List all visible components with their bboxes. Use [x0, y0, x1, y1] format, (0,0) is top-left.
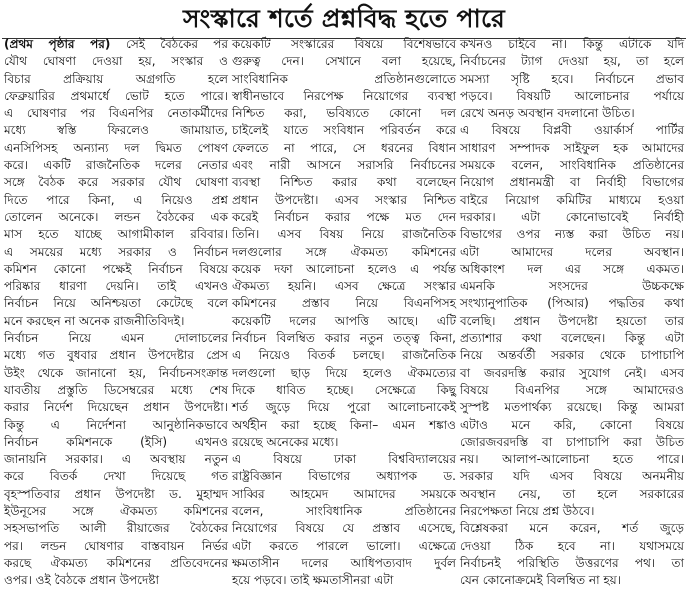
article-line: ক্ষমতাসীন দলের আধিপত্যবাদ দুর্বল — [232, 555, 456, 570]
article-line: নিশ্চিত করা, ভবিষ্যতে কোনো দল — [232, 106, 456, 121]
article-line: এবং নারী আসনে সরাসরি নির্বাচনের — [232, 158, 456, 173]
article-line: মাস হতে যাচ্ছে আগামীকাল রবিবার। — [4, 227, 228, 242]
article-line: সময়কে বলেন, সাংবিধানিক প্রতিষ্ঠানের — [460, 158, 684, 173]
article-line: কিন্তু এ নির্দেশনা আনুষ্ঠানিকভাবে — [4, 417, 228, 432]
article-line: মধ্যে স্বস্তি ফিরলেও জামায়াত, — [4, 123, 228, 138]
article-line: সঙ্গে বৈঠক করে সরকার যৌথ ঘোষণা — [4, 175, 228, 190]
article-line: জোরজবরদস্তি বা চাপাচাপি করা উচিত — [460, 434, 684, 449]
article-column-3 — [460, 36, 684, 588]
article-line: এটাও মনে করি, কোনো বিষয়ে — [460, 417, 684, 432]
article-line: নিয়োগ প্রধানমন্ত্রী বা নির্বাহী বিভাগের — [460, 175, 684, 190]
article-line: এ বিষয়ে ঢাকা বিশ্ববিদ্যালয়ের — [232, 452, 456, 467]
article-line: দলগুলো ছাড় দিয়ে হলেও ঐকমত্যের — [232, 365, 456, 380]
article-line: শর্ত জুড়ে দিয়ে পুরো আলোচনাকেই — [232, 400, 456, 415]
article-line: এ ঘোষণার পর বিএনপির নেতাকর্মীদের — [4, 106, 228, 121]
article-column-2 — [232, 36, 456, 588]
article-line: কমিশনের প্রস্তাব নিয়ে বিএনপিসহ — [232, 296, 456, 311]
article-line: বৃহস্পতিবার প্রধান উপদেষ্টা ড. মুহাম্মদ — [4, 486, 228, 501]
article-line: পড়বে। বিষয়টি আলোচনার পর্যায়ে — [460, 88, 684, 103]
article-line: কখনও চাইবে না। কিন্তু এটাকে যদি — [460, 37, 684, 51]
article-line: এমনকি সংসদের উচ্চকক্ষে — [460, 279, 684, 294]
article-line: তিনি। এসব বিষয় নিয়ে রাজনৈতিক — [232, 227, 456, 242]
article-line: দরকার। এটা কোনোভাবেই নির্বাহী — [460, 209, 684, 224]
article-line: অধিকাংশ দল এর সঙ্গে একমত। — [460, 261, 684, 276]
article-line: জানায়নি সরকার। এ অবস্থায় নতুন — [4, 452, 228, 467]
article-line: দিকে ধাবিত হচ্ছে। সেক্ষেত্রে কিছু — [232, 382, 456, 397]
article-line: দলগুলোর সঙ্গে ঐকমত্য কমিশনের — [232, 244, 456, 259]
article-line: পরিষ্কার ধারণা দেয়নি। তাই এখনও — [4, 279, 228, 294]
article-line: করার নির্দেশ দিয়েছেন প্রধান উপদেষ্টা। — [4, 400, 228, 415]
article-line: নির্বাচনই পরিস্থিতি উত্তরণের পথ। তা — [460, 555, 684, 570]
article-line: সাংবিধানিক প্রতিষ্ঠানগুলোতে — [232, 71, 456, 86]
article-line: এনসিপিসহ অন্যান্য দল দ্বিমত পোষণ — [4, 140, 228, 155]
article-line: বিশ্লেষকরা মনে করেন, শর্ত জুড়ে — [460, 521, 684, 536]
continuation-label: (প্রথম পৃষ্ঠার পর) — [4, 37, 126, 51]
article-line: সরকার যদি এসব বিষয়ে অনমনীয় — [460, 469, 684, 484]
article-line: নির্বাচন কমিশনকে (ইসি) এখনও — [4, 434, 228, 449]
article-line: (প্রথম পৃষ্ঠার পর) সেই বৈঠকের পর — [4, 37, 228, 51]
article-line: বিচার প্রক্রিয়ায় অগ্রগতি হলে — [4, 71, 228, 86]
article-line: করছে ঐকমত্য কমিশনের প্রতিবেদনের — [4, 555, 228, 570]
article-line: রাষ্ট্রবিজ্ঞান বিভাগের অধ্যাপক ড. — [232, 469, 456, 484]
article-line: নিরপেক্ষতা নিয়ে প্রশ্ন উঠবে। — [460, 504, 595, 519]
article-line: বলেছি। প্রধান উপদেষ্টা হয়তো তার — [460, 313, 684, 328]
article-line: নির্বাচন নিয়ে অনিশ্চয়তা কেটেছে বলে — [4, 296, 228, 311]
article-line: উইং থেকে জানানো হয়, নির্বাচনসংক্রান্ত — [4, 365, 228, 380]
article-line: করে। একটি রাজনৈতিক দলের নেতার — [4, 158, 228, 173]
article-line: চাইলেই যাতে সংবিধান পরিবর্তন করে — [232, 123, 456, 138]
article-line: তোলেন অনেকে। লন্ডন বৈঠকের এক — [4, 209, 228, 224]
article-line: যৌথ ঘোষণা দেওয়া হয়, সংস্কার ও — [4, 54, 228, 69]
article-line: বাইরে নিয়োগ কমিটির মাধ্যমে হওয়া — [460, 192, 684, 207]
article-line: দেওয়া ঠিক হবে না। যথাসময়ে — [460, 538, 684, 553]
article-line: ইউনূসের সঙ্গে ঐকমত্য কমিশনের — [4, 504, 228, 519]
article-line: যাবতীয় প্রস্তুতি ডিসেম্বরের মধ্যে শেষ — [4, 382, 228, 397]
article-line: বলেন, সাংবিধানিক প্রতিষ্ঠানের — [232, 504, 456, 519]
article-line: সমস্যা সৃষ্টি হবে। নির্বাচনে প্রভাব — [460, 71, 684, 86]
article-line: কয়েক দফা আলোচনা হলেও এ পর্যন্ত — [232, 261, 456, 276]
article-line: নির্বাচন নিয়ে এমন দোলাচলের — [4, 331, 228, 346]
article-line: কমিশন কোনো পক্ষেই নির্বাচন বিষয়ে — [4, 261, 228, 276]
article-line: অবস্থান নেয়, তা হলে সরকারের — [460, 486, 684, 501]
article-line: দিতে পারে কিনা, এ নিয়েও প্রশ্ন — [4, 192, 228, 207]
article-line: বিষয়ে বিএনপির সঙ্গে আমাদেরও — [460, 382, 684, 397]
article-line: প্রত্যাশার কথা বলেছেন। কিন্তু এটা — [460, 331, 684, 346]
article-line: সংখ্যানুপাতিক (পিআর) পদ্ধতির কথা — [460, 296, 684, 311]
article-line: ফেলতে না পারে, সে ধরনের বিধান — [232, 140, 456, 155]
headline: সংস্কারে শর্তে প্রশ্নবিদ্ধ হতে পারে — [183, 4, 505, 33]
article-line: করেই নির্বাচন করার পক্ষে মত দেন — [232, 209, 456, 224]
article-line: পর। লন্ডন ঘোষণার বাস্তবায়ন নির্ভর — [4, 538, 228, 553]
article-line: কয়েকটি দলের আপত্তি আছে। এটি — [232, 313, 456, 328]
article-line: মনে করছেন না অনেক রাজনীতিবিদই। — [4, 313, 185, 328]
article-line: প্রধান উপদেষ্টা। এসব সংস্কার নিশ্চিত — [232, 192, 456, 207]
article-line: বা জবরদস্তি করার সুযোগ নেই। এসব — [460, 365, 684, 380]
article-line: নিয়ে অন্তর্বর্তী সরকার থেকে চাপাচাপি — [460, 348, 684, 363]
article-line: ফেব্রুয়ারির প্রথমার্ধে ভোট হতে পারে। — [4, 88, 228, 103]
article-line: এটা করতে পারলে ভালো। এক্ষেত্রে — [232, 538, 456, 553]
article-line: ওপর। ওই বৈঠকে প্রধান উপদেষ্টা — [4, 573, 159, 588]
article-column-1 — [4, 36, 228, 588]
article-line: ব্যবস্থা নিশ্চিত করার কথা বলেছেন — [232, 175, 456, 190]
article-line: এ বিষয়ে বিপ্লবী ওয়ার্কার্স পার্টির — [460, 123, 684, 138]
article-line: রেখে অনড় অবস্থান বদলানো উচিত। — [460, 106, 635, 121]
article-line: নির্বাচনের ট্যাগ দেওয়া হয়, তা হলে — [460, 54, 684, 69]
article-line: সাব্বির আহমেদ আমাদের সময়কে — [232, 486, 456, 501]
article-line: কয়েকটি সংস্কারের বিষয়ে বিশেষভাবে — [232, 37, 456, 51]
article-line: ঐকমত্য হয়নি। এসব ক্ষেত্রে সংস্কার — [232, 279, 456, 294]
article-line: সাধারণ সম্পাদক সাইফুল হক আমাদের — [460, 140, 684, 155]
article-line: যেন কোনোক্রমেই বিলম্বিত না হয়। — [460, 573, 622, 588]
article-line: নয়। আলাপ-আলোচনা হতে পারে। — [460, 452, 684, 467]
article-line: এটা আমাদের দলের অবস্থান। — [460, 244, 684, 259]
article-line: মধ্যে গত বুধবার প্রধান উপদেষ্টার প্রেস — [4, 348, 228, 363]
article-line: অর্থহীন করা হচ্ছে কিনা– এমন শঙ্কাও — [232, 417, 456, 432]
article-line: সুস্পষ্ট মতপার্থক্য রয়েছে। কিন্তু আমরা — [460, 400, 684, 415]
article-line: নির্বাচন বিলম্বিত করার নতুন তত্ত্ব কিনা, — [232, 331, 456, 346]
article-line: স্বাধীনভাবে নিরপেক্ষ নিয়োগের ব্যবস্থা — [232, 88, 456, 103]
article-line: এ নিয়েও বিতর্ক চলছে। রাজনৈতিক — [232, 348, 456, 363]
article-line: নিয়োগের বিষয়ে যে প্রস্তাব এসেছে, — [232, 521, 456, 536]
article-line: এ সময়ের মধ্যে সরকার ও নির্বাচন — [4, 244, 228, 259]
article-line: গুরুত্ব দেন। সেখানে বলা হয়েছে, — [232, 54, 456, 69]
article-line: হয়ে পড়বে। তাই ক্ষমতাসীনরা এটা — [232, 573, 394, 588]
article-line: করে বিতর্ক দেখা দিয়েছে গত — [4, 469, 228, 484]
article-line: সহসভাপতি আলী রীয়াজের বৈঠকের — [4, 521, 228, 536]
article-line: বিভাগের ওপর ন্যস্ত করা উচিত নয়। — [460, 227, 684, 242]
article-body — [4, 36, 684, 588]
article-line: রয়েছে অনেকের মধ্যে। — [232, 434, 339, 449]
